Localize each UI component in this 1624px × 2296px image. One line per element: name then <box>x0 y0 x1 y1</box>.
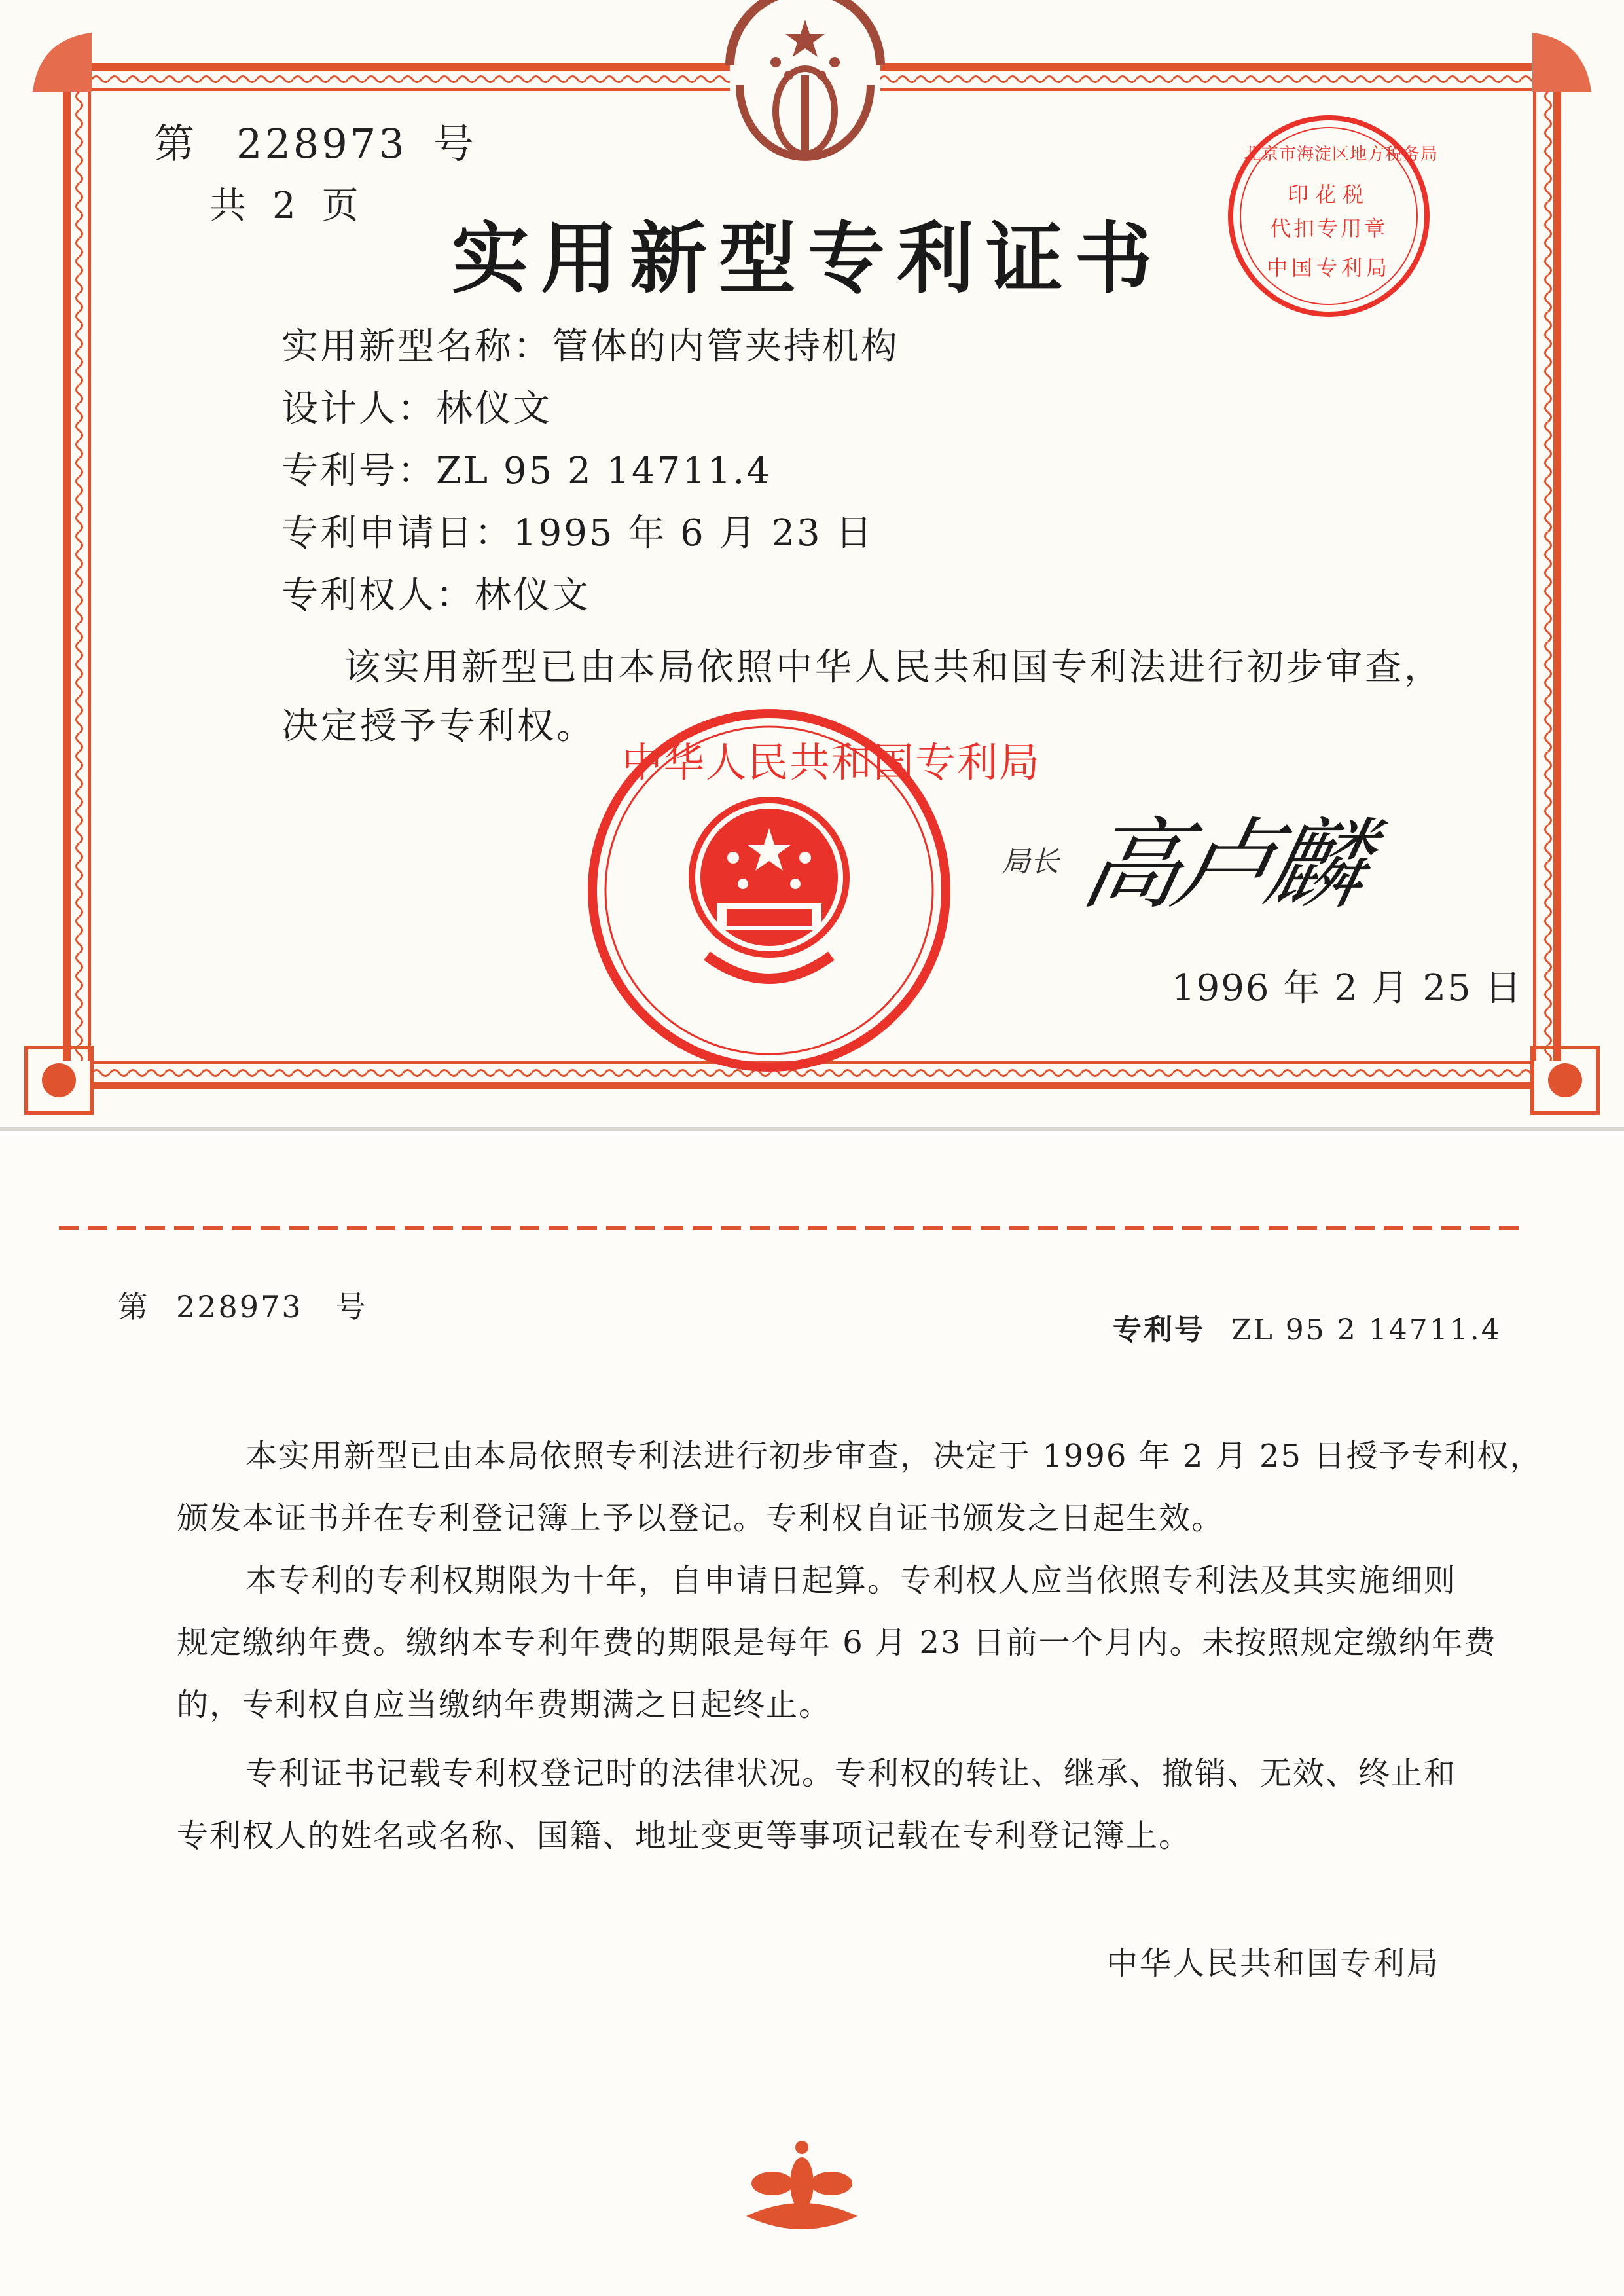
field-label: 专利号： <box>281 450 436 492</box>
number-value: 228973 <box>236 120 407 168</box>
director-signature: 高卢麟 <box>1072 809 1372 922</box>
field-patent-number <box>281 442 772 494</box>
tax-stamp-arc-text: 北京市海淀区地方税务局 <box>1244 145 1439 164</box>
ornament-icon <box>746 2141 857 2229</box>
statement-line-1: 该实用新型已由本局依照中华人民共和国专利法进行初步审查， <box>344 646 1443 689</box>
tax-stamp-text <box>1244 141 1439 282</box>
pages-prefix: 共 <box>209 185 246 227</box>
patent-value: ZL 95 2 14711.4 <box>1231 1313 1502 1347</box>
tax-stamp-line2: 代扣专用章 <box>1269 216 1388 241</box>
page-count <box>209 177 359 229</box>
number-suffix: 号 <box>433 120 477 168</box>
field-designer <box>281 380 552 432</box>
field-value: 管体的内管夹持机构 <box>552 325 899 368</box>
field-label: 设计人： <box>281 388 436 430</box>
pages-suffix: 页 <box>321 185 359 227</box>
paragraph-line: 专利证书记载专利权登记时的法律状况。专利权的转让、继承、撤销、无效、终止和 <box>245 1755 1457 1792</box>
number-suffix: 号 <box>335 1289 368 1324</box>
field-utility-name <box>281 318 899 370</box>
back-patent-number <box>1113 1306 1502 1348</box>
paragraph-line: 本实用新型已由本局依照专利法进行初步审查，决定于 1996 年 2 月 25 日授予专利权， <box>245 1438 1543 1474</box>
certificate-title: 实用新型专利证书 <box>452 213 1164 304</box>
field-value: 1995 年 6 月 23 日 <box>513 512 875 555</box>
number-value: 228973 <box>176 1289 303 1324</box>
field-label: 专利申请日： <box>281 512 513 555</box>
paragraph-line: 专利权人的姓名或名称、国籍、地址变更等事项记载在专利登记簿上。 <box>177 1817 1192 1854</box>
field-value: 林仪文 <box>436 388 552 430</box>
certificate-number <box>154 111 477 170</box>
paragraph-line: 本专利的专利权期限为十年，自申请日起算。专利权人应当依照专利法及其实施细则 <box>245 1562 1457 1599</box>
issue-date: 1996 年 2 月 25 日 <box>1172 967 1523 1010</box>
number-prefix: 第 <box>118 1289 150 1324</box>
statement-line-2: 决定授予专利权。 <box>281 705 596 748</box>
pages-value: 2 <box>272 185 296 227</box>
tax-stamp-bottom: 中国专利局 <box>1266 255 1391 280</box>
field-patentee <box>281 566 590 619</box>
tax-stamp-line1: 印花税 <box>1287 182 1370 207</box>
number-prefix: 第 <box>154 120 198 168</box>
director-label: 局长 <box>1001 845 1059 879</box>
paragraph-line: 颁发本证书并在专利登记簿上予以登记。专利权自证书颁发之日起生效。 <box>177 1500 1225 1537</box>
field-label: 专利权人： <box>281 574 475 617</box>
back-certificate-number <box>118 1283 368 1326</box>
page-divider <box>0 1127 1624 1131</box>
patent-office-seal-text: 中华人民共和国专利局 <box>622 738 1041 786</box>
issuing-office: 中华人民共和国专利局 <box>1106 1945 1441 1982</box>
field-label: 实用新型名称： <box>281 325 552 368</box>
field-application-date <box>281 504 874 556</box>
paragraph-line: 规定缴纳年费。缴纳本专利年费的期限是每年 6 月 23 日前一个月内。未按照规定缴纳年费 <box>177 1624 1497 1661</box>
paragraph-line: 的，专利权自应当缴纳年费期满之日起终止。 <box>177 1686 832 1723</box>
emblem-icon <box>730 0 880 157</box>
field-value: 林仪文 <box>475 574 590 617</box>
patent-label: 专利号 <box>1113 1313 1205 1347</box>
field-value: ZL 95 2 14711.4 <box>436 450 772 492</box>
